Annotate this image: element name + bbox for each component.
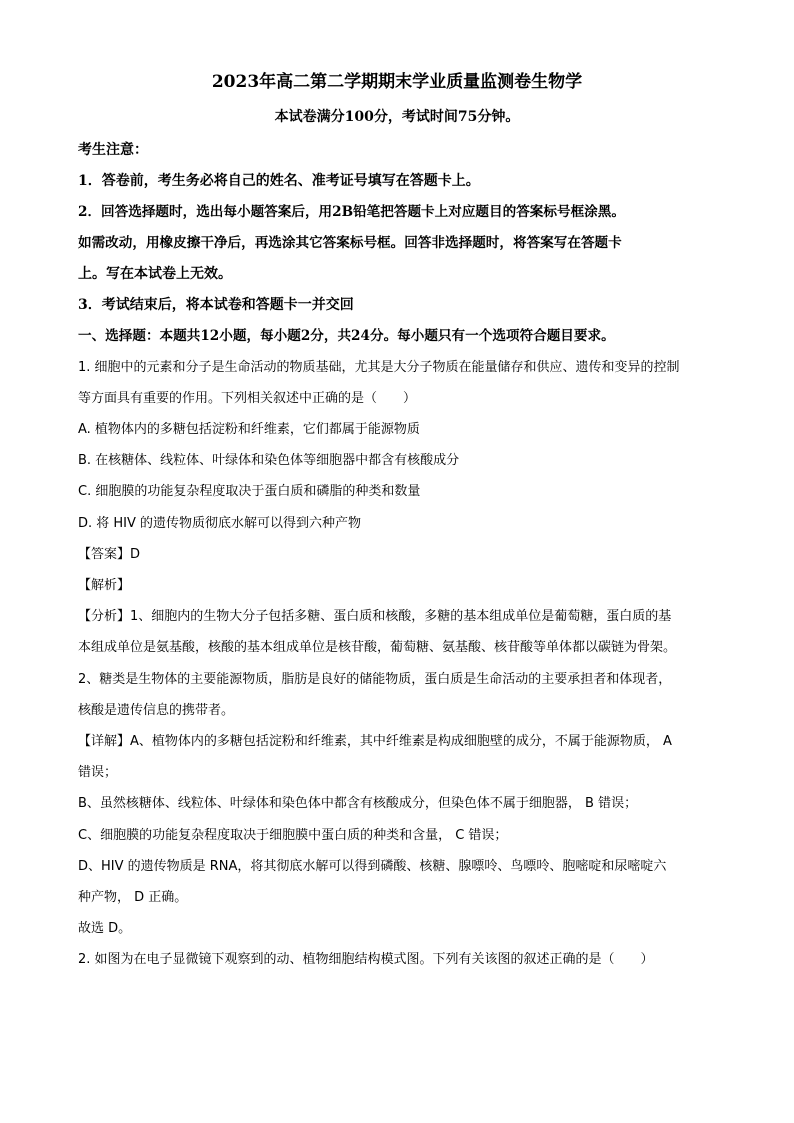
q1-option-a: A. 植物体内的多糖包括淀粉和纤维素，它们都属于能源物质 bbox=[78, 422, 420, 437]
section-1-heading: 一、选择题：本题共12小题，每小题2分，共24分。每小题只有一个选项符合题目要求。 bbox=[78, 328, 615, 344]
q1-fenxi-line-2: 本组成单位是氨基酸，核酸的基本组成单位是核苷酸，葡萄糖、氨基酸、核苷酸等单体都以碳链为骨架。 bbox=[78, 640, 677, 655]
q1-option-c: C. 细胞膜的功能复杂程度取决于蛋白质和磷脂的种类和数量 bbox=[78, 484, 421, 499]
q1-xiangjie-line-2: 错误； bbox=[78, 765, 118, 780]
q2-stem-line-1: 2. 如图为在电子显微镜下观察到的动、植物细胞结构模式图。下列有关该图的叙述正确的是（ ） bbox=[78, 952, 654, 967]
q1-stem-line-1: 1. 细胞中的元素和分子是生命活动的物质基础，尤其是大分子物质在能量储存和供应、遗传和变异的控制 bbox=[78, 360, 680, 375]
notice-heading: 考生注意： bbox=[78, 142, 148, 158]
notice-item-2-line-3: 上。写在本试卷上无效。 bbox=[78, 266, 232, 282]
q1-xiangjie-line-1: 【详解】A、植物体内的多糖包括淀粉和纤维素，其中纤维素是构成细胞壁的成分，不属于能源物质， A bbox=[78, 734, 672, 749]
q1-fenxi-line-4: 核酸是遗传信息的携带者。 bbox=[78, 703, 235, 718]
q1-xiangjie-line-4: C、细胞膜的功能复杂程度取决于细胞膜中蛋白质的种类和含量， C 错误； bbox=[78, 828, 508, 843]
page-title: 2023年高二第二学期期末学业质量监测卷生物学 bbox=[211, 72, 583, 92]
q1-conclusion: 故选 D。 bbox=[78, 921, 132, 936]
q1-xiangjie-line-5: D、HIV 的遗传物质是 RNA，将其彻底水解可以得到磷酸、核糖、腺嘌呤、鸟嘌呤、胞嘧啶和尿嘧啶六 bbox=[78, 859, 667, 874]
page-subtitle: 本试卷满分100分，考试时间75分钟。 bbox=[274, 109, 520, 125]
notice-item-2-line-2: 如需改动，用橡皮擦干净后，再选涂其它答案标号框。回答非选择题时，将答案写在答题卡 bbox=[78, 235, 622, 251]
notice-item-2-line-1: 2．回答选择题时，选出每小题答案后，用2B铅笔把答题卡上对应题目的答案标号框涂黑。 bbox=[78, 204, 625, 220]
q1-answer: 【答案】D bbox=[78, 547, 141, 562]
q1-xiangjie-line-6: 种产物， D 正确。 bbox=[78, 890, 188, 905]
q1-xiangjie-line-3: B、虽然核糖体、线粒体、叶绿体和染色体中都含有核酸成分，但染色体不属于细胞器， B 错误； bbox=[78, 796, 638, 811]
q1-fenxi-line-1: 【分析】1、细胞内的生物大分子包括多糖、蛋白质和核酸，多糖的基本组成单位是葡萄糖，蛋白质的基 bbox=[78, 609, 672, 624]
q1-option-b: B. 在核糖体、线粒体、叶绿体和染色体等细胞器中都含有核酸成分 bbox=[78, 453, 460, 468]
q1-fenxi-line-3: 2、糖类是生物体的主要能源物质，脂肪是良好的储能物质，蛋白质是生命活动的主要承担者和体现者， bbox=[78, 672, 672, 687]
q1-stem-line-2: 等方面具有重要的作用。下列相关叙述中正确的是（ ） bbox=[78, 391, 417, 406]
q1-analysis-label: 【解析】 bbox=[78, 578, 131, 593]
q1-option-d: D. 将 HIV 的遗传物质彻底水解可以得到六种产物 bbox=[78, 516, 362, 531]
notice-item-3: 3．考试结束后，将本试卷和答题卡一并交回 bbox=[78, 297, 354, 313]
notice-item-1: 1．答卷前，考生务必将自己的姓名、准考证号填写在答题卡上。 bbox=[78, 173, 480, 189]
